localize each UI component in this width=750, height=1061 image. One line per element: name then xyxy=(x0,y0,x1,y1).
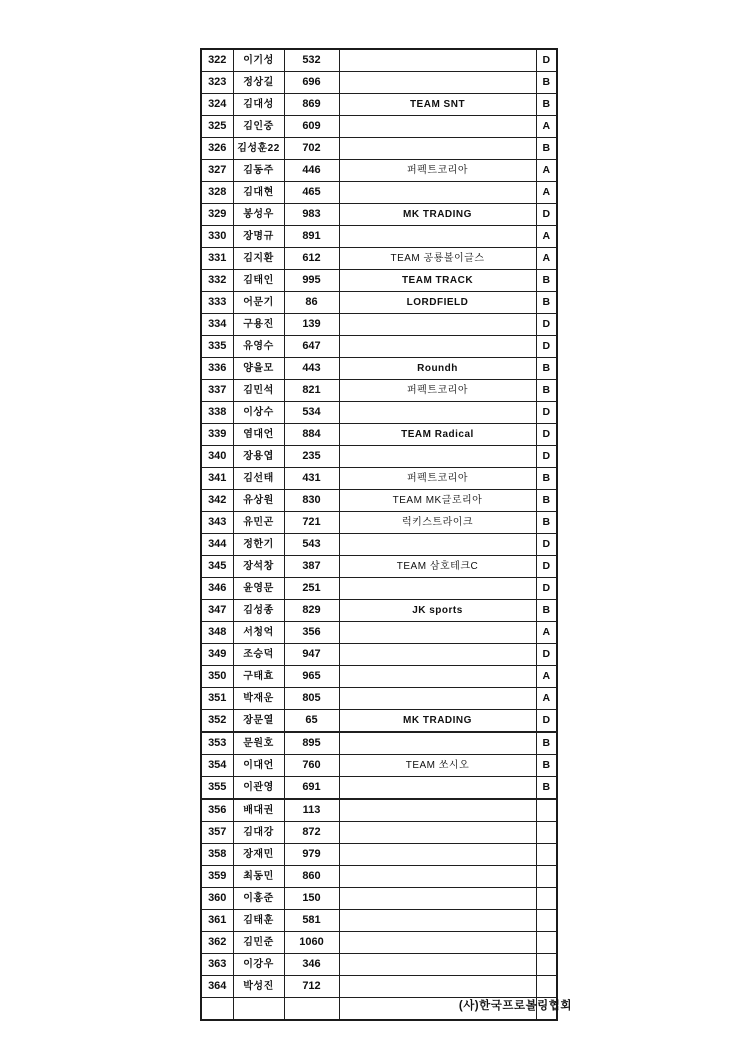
table-row xyxy=(201,358,557,380)
member-id-cell: 647 xyxy=(284,336,339,358)
table-row xyxy=(201,160,557,182)
member-id-cell: 691 xyxy=(284,777,339,800)
player-name-cell: 유상원 xyxy=(233,490,284,512)
team-name-cell xyxy=(339,72,536,94)
player-name-cell: 정상길 xyxy=(233,72,284,94)
table-row xyxy=(201,710,557,733)
entry-number-cell: 345 xyxy=(201,556,233,578)
member-id-cell: 387 xyxy=(284,556,339,578)
team-name-cell: TEAM 쏘시오 xyxy=(339,755,536,777)
team-name-cell: TEAM 삼호테크C xyxy=(339,556,536,578)
grade-cell: B xyxy=(536,380,557,402)
entry-number-cell: 364 xyxy=(201,976,233,998)
player-name-cell: 최동민 xyxy=(233,866,284,888)
grade-cell xyxy=(536,844,557,866)
team-name-cell xyxy=(339,932,536,954)
grade-cell: D xyxy=(536,336,557,358)
grade-cell: B xyxy=(536,358,557,380)
player-name-cell: 조승덕 xyxy=(233,644,284,666)
team-name-cell xyxy=(339,888,536,910)
member-id-cell: 251 xyxy=(284,578,339,600)
member-id-cell: 532 xyxy=(284,49,339,72)
team-name-cell: TEAM SNT xyxy=(339,94,536,116)
table-row xyxy=(201,49,557,72)
entry-number-cell: 340 xyxy=(201,446,233,468)
player-name-cell: 유영수 xyxy=(233,336,284,358)
player-name-cell: 유민곤 xyxy=(233,512,284,534)
entry-number-cell: 357 xyxy=(201,822,233,844)
entry-number-cell: 350 xyxy=(201,666,233,688)
team-name-cell xyxy=(339,314,536,336)
player-name-cell: 장석창 xyxy=(233,556,284,578)
team-name-cell xyxy=(339,866,536,888)
table-row xyxy=(201,866,557,888)
grade-cell: A xyxy=(536,182,557,204)
grade-cell: B xyxy=(536,292,557,314)
grade-cell xyxy=(536,888,557,910)
entry-number-cell: 327 xyxy=(201,160,233,182)
grade-cell xyxy=(536,799,557,822)
entry-number-cell: 347 xyxy=(201,600,233,622)
member-id-cell: 150 xyxy=(284,888,339,910)
grade-cell: B xyxy=(536,512,557,534)
member-id-cell: 431 xyxy=(284,468,339,490)
team-name-cell: JK sports xyxy=(339,600,536,622)
team-name-cell xyxy=(339,446,536,468)
table-row xyxy=(201,72,557,94)
grade-cell: D xyxy=(536,556,557,578)
entry-number-cell: 342 xyxy=(201,490,233,512)
grade-cell: B xyxy=(536,468,557,490)
grade-cell xyxy=(536,822,557,844)
player-name-cell: 어문기 xyxy=(233,292,284,314)
table-row xyxy=(201,844,557,866)
player-name-cell: 김태훈 xyxy=(233,910,284,932)
entry-number-cell: 336 xyxy=(201,358,233,380)
entry-number-cell xyxy=(201,998,233,1021)
entry-number-cell: 331 xyxy=(201,248,233,270)
team-name-cell xyxy=(339,910,536,932)
team-name-cell xyxy=(339,622,536,644)
entry-number-cell: 330 xyxy=(201,226,233,248)
grade-cell: B xyxy=(536,777,557,800)
player-name-cell: 박성진 xyxy=(233,976,284,998)
team-name-cell: LORDFIELD xyxy=(339,292,536,314)
team-name-cell: Roundh xyxy=(339,358,536,380)
player-name-cell: 장재민 xyxy=(233,844,284,866)
team-name-cell: 럭키스트라이크 xyxy=(339,512,536,534)
table-row xyxy=(201,799,557,822)
table-row xyxy=(201,226,557,248)
member-id-cell: 760 xyxy=(284,755,339,777)
member-id-cell: 829 xyxy=(284,600,339,622)
player-name-cell: 장명규 xyxy=(233,226,284,248)
entry-number-cell: 361 xyxy=(201,910,233,932)
member-id-cell: 465 xyxy=(284,182,339,204)
member-id-cell: 346 xyxy=(284,954,339,976)
player-name-cell: 김선태 xyxy=(233,468,284,490)
entry-number-cell: 356 xyxy=(201,799,233,822)
player-name-cell: 문원호 xyxy=(233,732,284,755)
table-row xyxy=(201,622,557,644)
table-row xyxy=(201,446,557,468)
team-name-cell xyxy=(339,336,536,358)
grade-cell: B xyxy=(536,270,557,292)
entry-number-cell: 355 xyxy=(201,777,233,800)
entry-number-cell: 329 xyxy=(201,204,233,226)
team-name-cell xyxy=(339,666,536,688)
grade-cell: B xyxy=(536,755,557,777)
grade-cell: A xyxy=(536,666,557,688)
entry-number-cell: 363 xyxy=(201,954,233,976)
member-id-cell: 995 xyxy=(284,270,339,292)
team-name-cell xyxy=(339,402,536,424)
player-name-cell: 이강우 xyxy=(233,954,284,976)
team-name-cell: MK TRADING xyxy=(339,710,536,733)
member-id-cell: 702 xyxy=(284,138,339,160)
table-row xyxy=(201,490,557,512)
table-row xyxy=(201,270,557,292)
grade-cell: D xyxy=(536,710,557,733)
grade-cell xyxy=(536,976,557,998)
entry-number-cell: 332 xyxy=(201,270,233,292)
table-row xyxy=(201,666,557,688)
team-name-cell xyxy=(339,578,536,600)
player-name-cell: 염대언 xyxy=(233,424,284,446)
entry-number-cell: 343 xyxy=(201,512,233,534)
grade-cell: B xyxy=(536,72,557,94)
entry-number-cell: 322 xyxy=(201,49,233,72)
table-row xyxy=(201,954,557,976)
player-name-cell: 김태인 xyxy=(233,270,284,292)
player-name-cell xyxy=(233,998,284,1021)
player-name-cell: 김인중 xyxy=(233,116,284,138)
footer-association-name: (사)한국프로볼링협회 xyxy=(458,1000,572,1012)
grade-cell: A xyxy=(536,688,557,710)
table-row xyxy=(201,556,557,578)
team-name-cell: 퍼펙트코리아 xyxy=(339,468,536,490)
team-name-cell xyxy=(339,777,536,800)
member-id-cell: 895 xyxy=(284,732,339,755)
entry-number-cell: 328 xyxy=(201,182,233,204)
table-row xyxy=(201,94,557,116)
entry-number-cell: 353 xyxy=(201,732,233,755)
member-id-cell: 609 xyxy=(284,116,339,138)
player-name-cell: 구용진 xyxy=(233,314,284,336)
table-row xyxy=(201,314,557,336)
grade-cell: A xyxy=(536,116,557,138)
grade-cell: A xyxy=(536,248,557,270)
table-row xyxy=(201,578,557,600)
player-name-cell: 이대언 xyxy=(233,755,284,777)
team-name-cell xyxy=(339,976,536,998)
player-name-cell: 김민석 xyxy=(233,380,284,402)
team-name-cell xyxy=(339,844,536,866)
entry-number-cell: 323 xyxy=(201,72,233,94)
table-row xyxy=(201,138,557,160)
player-name-cell: 서청억 xyxy=(233,622,284,644)
grade-cell: D xyxy=(536,578,557,600)
member-id-cell: 830 xyxy=(284,490,339,512)
member-id-cell: 1060 xyxy=(284,932,339,954)
team-name-cell: TEAM MK글로리아 xyxy=(339,490,536,512)
entry-number-cell: 351 xyxy=(201,688,233,710)
team-name-cell xyxy=(339,954,536,976)
grade-cell xyxy=(536,932,557,954)
team-name-cell xyxy=(339,116,536,138)
entry-number-cell: 362 xyxy=(201,932,233,954)
team-name-cell: TEAM TRACK xyxy=(339,270,536,292)
member-id-cell: 983 xyxy=(284,204,339,226)
table-row xyxy=(201,402,557,424)
player-name-cell: 김성종 xyxy=(233,600,284,622)
player-name-cell: 박재운 xyxy=(233,688,284,710)
member-id-cell: 86 xyxy=(284,292,339,314)
table-row xyxy=(201,380,557,402)
grade-cell: B xyxy=(536,600,557,622)
team-name-cell xyxy=(339,644,536,666)
team-name-cell xyxy=(339,799,536,822)
member-id-cell: 712 xyxy=(284,976,339,998)
team-name-cell xyxy=(339,182,536,204)
table-row xyxy=(201,822,557,844)
grade-cell: D xyxy=(536,534,557,556)
table-row xyxy=(201,512,557,534)
team-name-cell: TEAM 공룡볼이글스 xyxy=(339,248,536,270)
grade-cell: D xyxy=(536,446,557,468)
table-row xyxy=(201,292,557,314)
grade-cell: D xyxy=(536,424,557,446)
team-name-cell xyxy=(339,688,536,710)
entry-number-cell: 358 xyxy=(201,844,233,866)
team-name-cell xyxy=(339,732,536,755)
table-row xyxy=(201,932,557,954)
player-name-cell: 정한기 xyxy=(233,534,284,556)
table-row xyxy=(201,910,557,932)
team-name-cell xyxy=(339,49,536,72)
grade-cell xyxy=(536,910,557,932)
entry-number-cell: 349 xyxy=(201,644,233,666)
entry-number-cell: 339 xyxy=(201,424,233,446)
table-row xyxy=(201,424,557,446)
entry-number-cell: 352 xyxy=(201,710,233,733)
member-id-cell: 979 xyxy=(284,844,339,866)
member-id-cell: 113 xyxy=(284,799,339,822)
member-id-cell: 947 xyxy=(284,644,339,666)
player-name-cell: 윤영문 xyxy=(233,578,284,600)
member-id-cell: 446 xyxy=(284,160,339,182)
entry-number-cell: 326 xyxy=(201,138,233,160)
player-name-cell: 김대현 xyxy=(233,182,284,204)
table-row xyxy=(201,204,557,226)
member-id-cell: 612 xyxy=(284,248,339,270)
entry-number-cell: 341 xyxy=(201,468,233,490)
player-name-cell: 장용엽 xyxy=(233,446,284,468)
member-id-cell: 696 xyxy=(284,72,339,94)
entry-number-cell: 335 xyxy=(201,336,233,358)
grade-cell: B xyxy=(536,732,557,755)
entry-number-cell: 338 xyxy=(201,402,233,424)
player-name-cell: 김성훈22 xyxy=(233,138,284,160)
table-row xyxy=(201,182,557,204)
table-row xyxy=(201,468,557,490)
grade-cell: A xyxy=(536,622,557,644)
table-row xyxy=(201,336,557,358)
team-name-cell xyxy=(339,226,536,248)
grade-cell: D xyxy=(536,49,557,72)
member-id-cell: 65 xyxy=(284,710,339,733)
table-row xyxy=(201,755,557,777)
team-name-cell: TEAM Radical xyxy=(339,424,536,446)
grade-cell xyxy=(536,866,557,888)
table-row xyxy=(201,534,557,556)
entry-number-cell: 334 xyxy=(201,314,233,336)
grade-cell: B xyxy=(536,94,557,116)
grade-cell: B xyxy=(536,138,557,160)
grade-cell: D xyxy=(536,402,557,424)
entry-number-cell: 337 xyxy=(201,380,233,402)
member-id-cell: 721 xyxy=(284,512,339,534)
player-name-cell: 김지환 xyxy=(233,248,284,270)
member-id-cell: 443 xyxy=(284,358,339,380)
grade-cell: B xyxy=(536,490,557,512)
player-name-cell: 봉성우 xyxy=(233,204,284,226)
member-id-cell: 965 xyxy=(284,666,339,688)
table-row xyxy=(201,644,557,666)
member-id-cell: 543 xyxy=(284,534,339,556)
entry-number-cell: 344 xyxy=(201,534,233,556)
team-name-cell xyxy=(339,822,536,844)
player-name-cell: 양을모 xyxy=(233,358,284,380)
player-name-cell: 배대권 xyxy=(233,799,284,822)
member-id-cell: 581 xyxy=(284,910,339,932)
team-name-cell: 퍼펙트코리아 xyxy=(339,160,536,182)
team-name-cell xyxy=(339,138,536,160)
player-name-cell: 김대강 xyxy=(233,822,284,844)
player-name-cell: 김동주 xyxy=(233,160,284,182)
table-row xyxy=(201,976,557,998)
grade-cell: D xyxy=(536,204,557,226)
entry-number-cell: 333 xyxy=(201,292,233,314)
team-name-cell xyxy=(339,534,536,556)
member-id-cell: 235 xyxy=(284,446,339,468)
entry-number-cell: 359 xyxy=(201,866,233,888)
member-id-cell: 884 xyxy=(284,424,339,446)
member-id-cell: 356 xyxy=(284,622,339,644)
grade-cell: D xyxy=(536,644,557,666)
member-id-cell: 891 xyxy=(284,226,339,248)
member-id-cell: 534 xyxy=(284,402,339,424)
player-name-cell: 이홍준 xyxy=(233,888,284,910)
table-row xyxy=(201,888,557,910)
member-id-cell: 805 xyxy=(284,688,339,710)
member-id-cell: 821 xyxy=(284,380,339,402)
table-row xyxy=(201,116,557,138)
entry-number-cell: 325 xyxy=(201,116,233,138)
player-name-cell: 김민준 xyxy=(233,932,284,954)
player-name-cell: 이기성 xyxy=(233,49,284,72)
entry-number-cell: 324 xyxy=(201,94,233,116)
table-row xyxy=(201,248,557,270)
grade-cell xyxy=(536,954,557,976)
entry-number-cell: 348 xyxy=(201,622,233,644)
player-name-cell: 이상수 xyxy=(233,402,284,424)
team-name-cell: 퍼펙트코리아 xyxy=(339,380,536,402)
table-row xyxy=(201,600,557,622)
team-name-cell: MK TRADING xyxy=(339,204,536,226)
table-row xyxy=(201,688,557,710)
player-name-cell: 이관영 xyxy=(233,777,284,800)
grade-cell: A xyxy=(536,226,557,248)
grade-cell: D xyxy=(536,314,557,336)
player-name-cell: 김대성 xyxy=(233,94,284,116)
table-row xyxy=(201,732,557,755)
member-id-cell: 869 xyxy=(284,94,339,116)
grade-cell: A xyxy=(536,160,557,182)
entry-number-cell: 346 xyxy=(201,578,233,600)
player-name-cell: 장문열 xyxy=(233,710,284,733)
player-name-cell: 구태효 xyxy=(233,666,284,688)
entry-number-cell: 360 xyxy=(201,888,233,910)
member-id-cell xyxy=(284,998,339,1021)
entry-number-cell: 354 xyxy=(201,755,233,777)
member-id-cell: 872 xyxy=(284,822,339,844)
member-id-cell: 139 xyxy=(284,314,339,336)
roster-table xyxy=(200,48,558,1021)
member-id-cell: 860 xyxy=(284,866,339,888)
table-row xyxy=(201,777,557,800)
